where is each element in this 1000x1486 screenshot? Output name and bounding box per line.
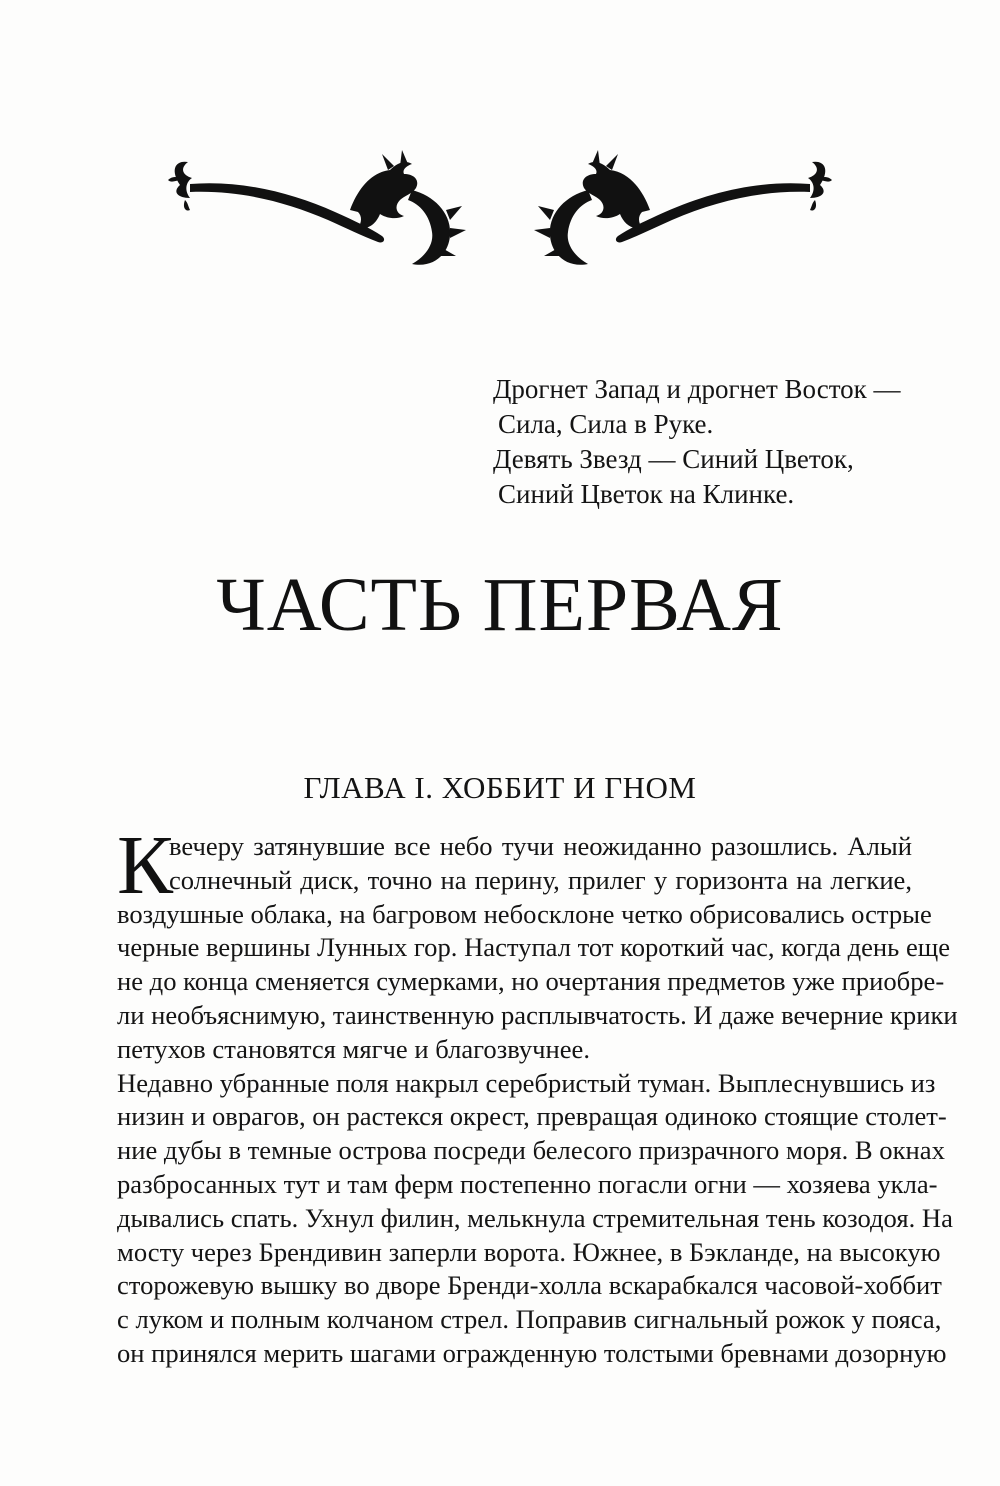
text-line: черные вершины Лунных гор. Наступал тот короткий час, когда день еще	[117, 932, 951, 963]
text-line: низин и оврагов, он растекся окрест, превращая одиноко стоящие столет-	[117, 1101, 947, 1132]
epigraph-line: Синий Цветок на Клинке.	[498, 479, 795, 509]
paragraph	[117, 1067, 953, 1371]
text-line: ли необъяснимую, таинственную расплывчатость. И даже вечерние крики	[117, 999, 958, 1030]
body-text	[117, 819, 958, 1371]
paragraph	[117, 819, 958, 1067]
text-line: вечеру затянувшие все небо тучи неожиданно разошлись. Алый	[169, 831, 912, 861]
left-dragon	[168, 150, 466, 265]
text-line: дывались спать. Ухнул филин, мелькнула стремительная тень козодоя. На	[117, 1202, 953, 1233]
text-line: мосту через Брендивин заперли ворота. Южнее, в Бэкланде, на высокую	[117, 1236, 941, 1267]
text-line: с луком и полным колчаном стрел. Поправив сигнальный рожок у пояса,	[117, 1304, 942, 1335]
text-line: сторожевую вышку во дворе Бренди-холла вскарабкался часовой-хоббит	[117, 1270, 942, 1301]
text-line: воздушные облака, на багровом небосклоне четко обрисовались острые	[117, 898, 932, 929]
part-title: ЧАСТЬ ПЕРВАЯ	[216, 563, 784, 647]
epigraph	[493, 372, 913, 512]
drop-cap: К	[117, 819, 174, 912]
chapter-title: ГЛАВА I. ХОББИТ И ГНОМ	[303, 770, 697, 805]
text-line: не до конца сменяется сумерками, но очертания предметов уже приобре-	[117, 966, 945, 997]
text-line: петухов становятся мягче и благозвучнее.	[117, 1033, 591, 1064]
text-line: ние дубы в темные острова посреди белесого призрачного моря. В окнах	[117, 1135, 945, 1166]
epigraph-line: Девять Звезд — Синий Цветок,	[493, 444, 854, 474]
text-line: солнечный диск, точно на перину, прилег у горизонта на легкие,	[169, 864, 912, 895]
epigraph-line: Сила, Сила в Руке.	[498, 409, 714, 439]
epigraph-line: Дрогнет Запад и дрогнет Восток —	[493, 374, 901, 404]
text-line-content: Недавно убранные поля накрыл серебристый туман. Выплеснувшись из	[117, 1067, 936, 1098]
text-line: он принялся мерить шагами огражденную толстыми бревнами дозорную	[117, 1337, 947, 1368]
right-dragon	[534, 150, 832, 265]
text-line	[117, 1067, 936, 1101]
text-line: разбросанных тут и там ферм постепенно погасли огни — хозяева укла-	[117, 1168, 938, 1199]
twin-dragons-ornament	[150, 140, 850, 270]
